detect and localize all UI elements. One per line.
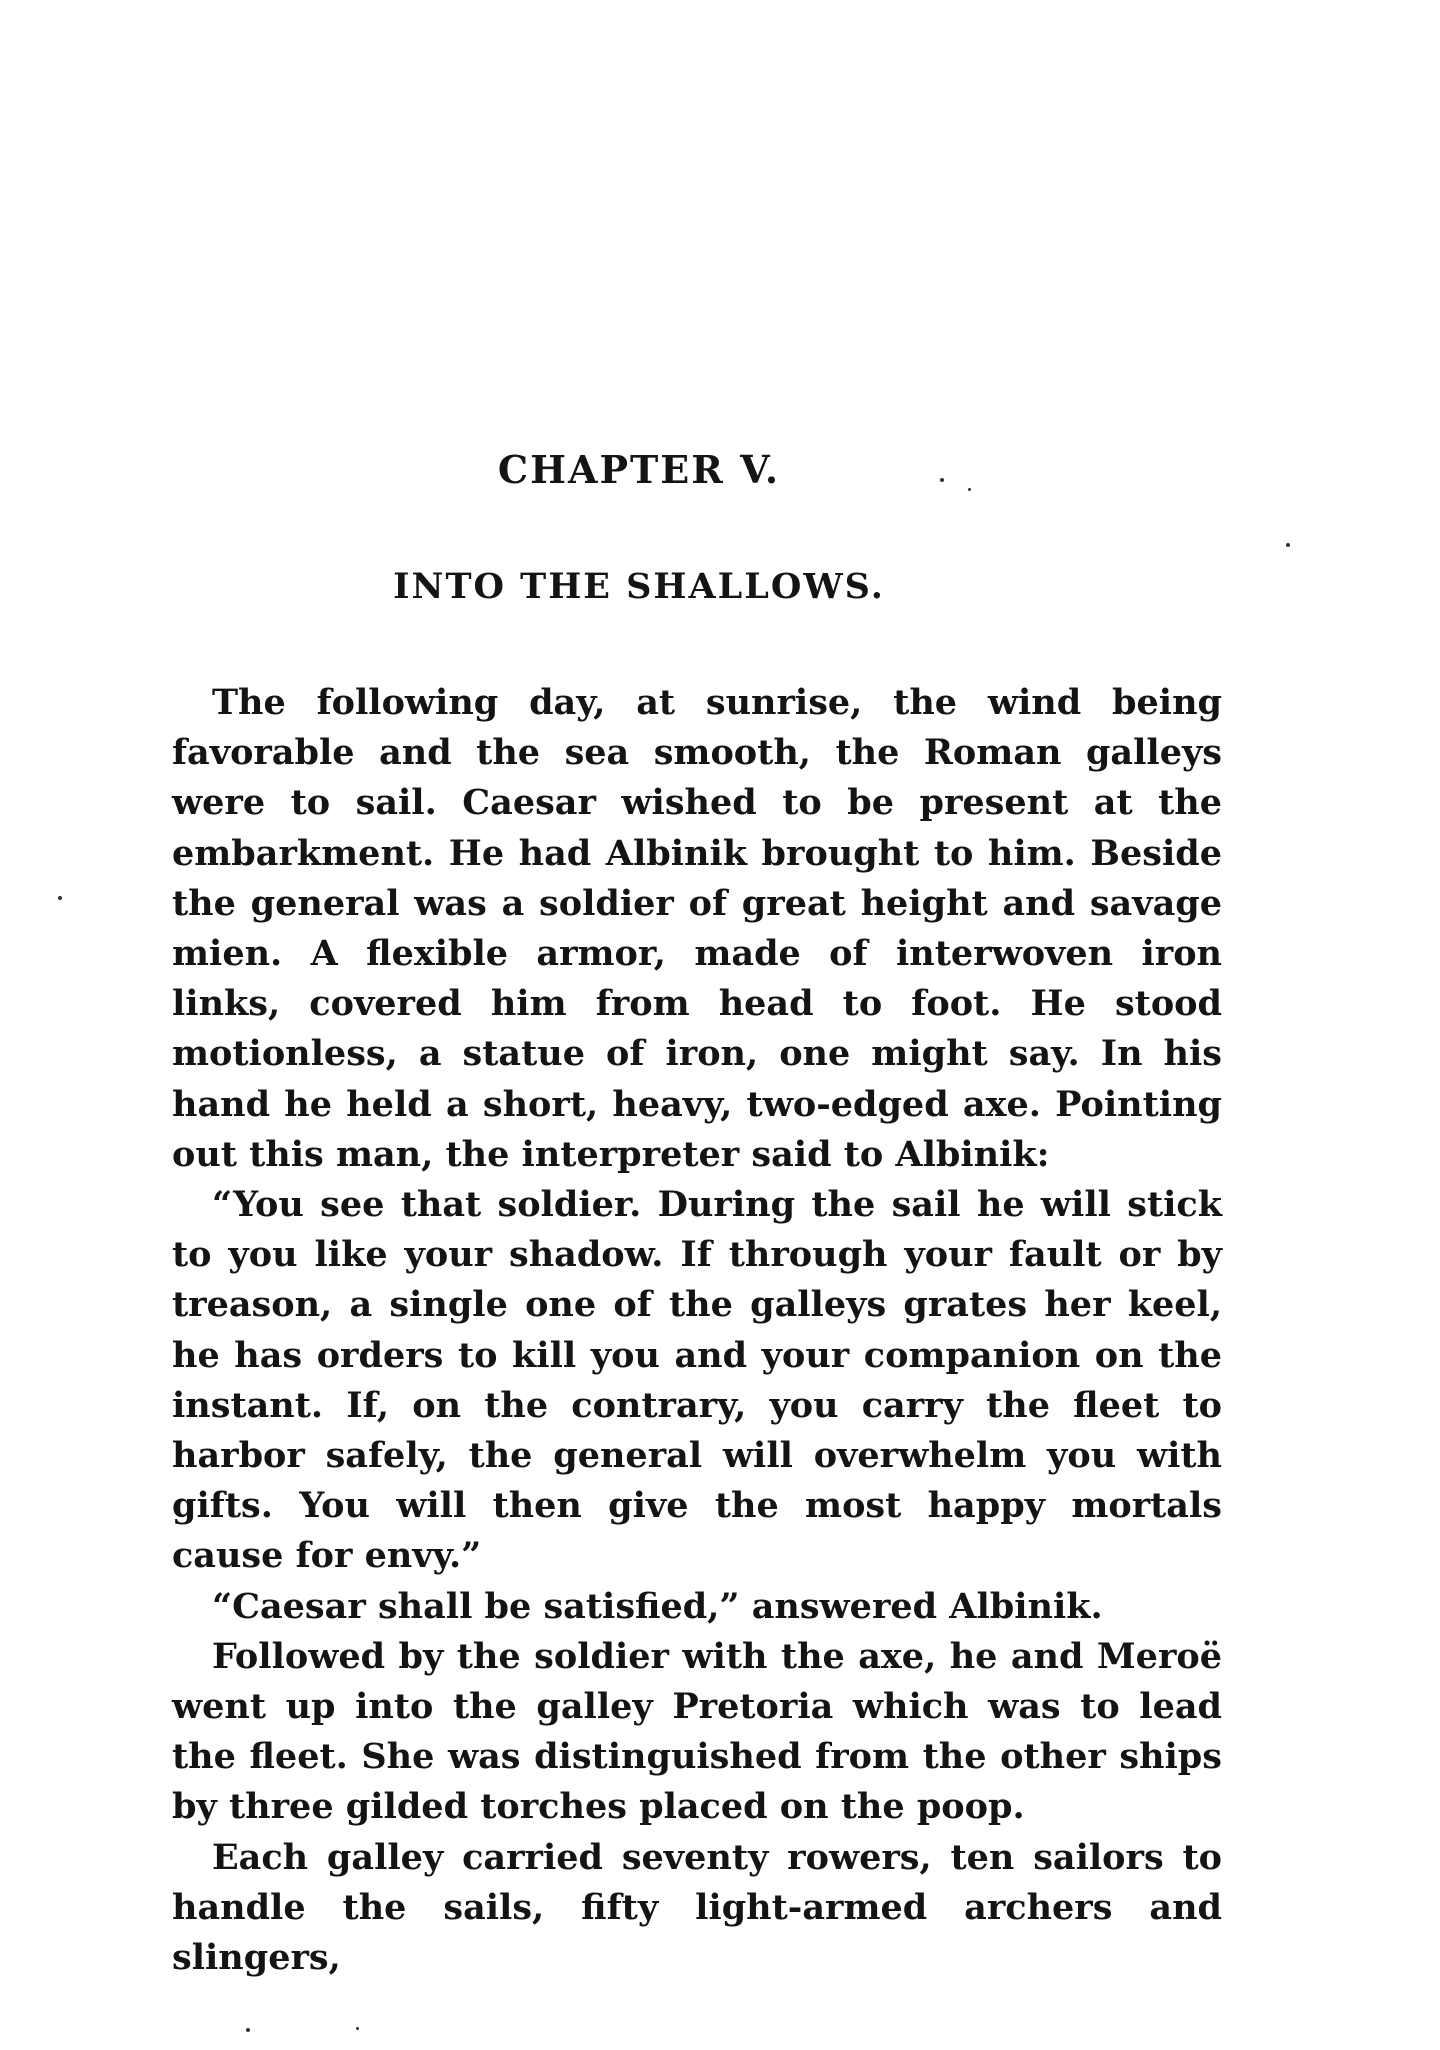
speck (58, 896, 62, 900)
paragraph-2: “You see that soldier. During the sail he will stick to you like your shadow. If through your fault or by treason, a single one of the galleys grates her keel, he has orders to kill you and your companion on the instant. If, on the contrary, you carry the fleet to harbor safely, the general will overwhelm you with gifts. You will then give the most happy mortals cause for envy.” (172, 1184, 1222, 1577)
paragraph-3: “Caesar shall be satisfied,” answered Albinik. (212, 1585, 1103, 1627)
chapter-number: CHAPTER V. (497, 447, 781, 492)
speck (246, 2028, 250, 2032)
speck (968, 488, 971, 491)
speck (1286, 543, 1290, 547)
body-text (172, 678, 1222, 1983)
speck (356, 2027, 359, 2030)
paragraph-4: Followed by the soldier with the axe, he and Meroë went up into the galley Pretoria which was to lead the fleet. She was distinguished from the other ships by three gilded torches placed on the poop. (172, 1635, 1222, 1828)
paragraph-5: Each galley carried seventy rowers, ten sailors to handle the sails, fifty light-armed archers and slingers, (172, 1836, 1222, 1979)
chapter-title: INTO THE SHALLOWS. (393, 566, 885, 607)
speck (940, 478, 944, 482)
paragraph-1: The following day, at sunrise, the wind being favorable and the sea smooth, the Roman galleys were to sail. Caesar wished to be present at the embarkment. He had Albinik brought to him. Beside the general was a soldier of great height and savage mien. A flexible armor, made of interwoven iron links, covered him from head to foot. He stood motionless, a statue of iron, one might say. In his hand he held a short, heavy, two-edged axe. Pointing out this man, the interpreter said to Albinik: (172, 682, 1222, 1175)
